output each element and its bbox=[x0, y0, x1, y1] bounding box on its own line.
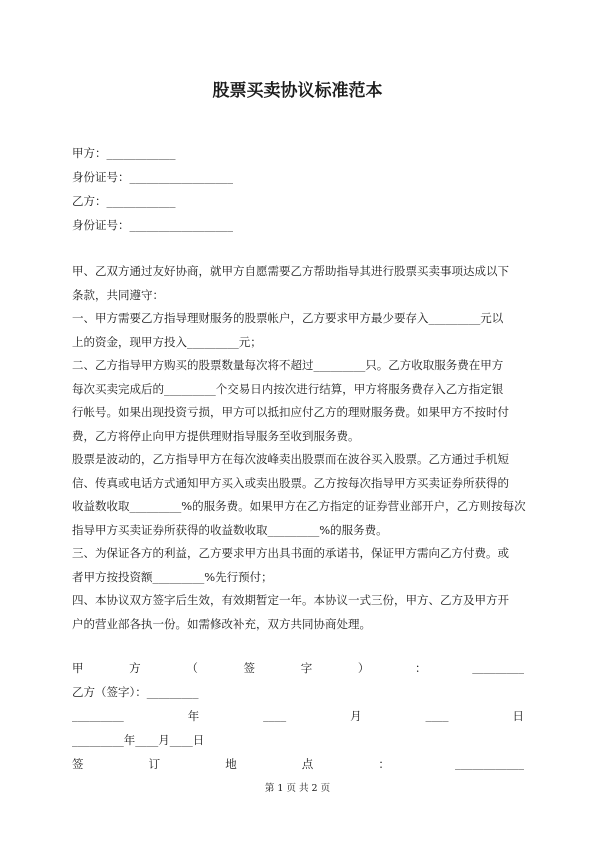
body-line: 指导甲方买卖证券所获得的收益数收取_________%的服务费。 bbox=[72, 522, 388, 537]
body-line: 三、为保证各方的利益，乙方要求甲方出具书面的承诺书，保证甲方需向乙方付费。或 bbox=[72, 546, 509, 560]
sig-char: ） bbox=[357, 661, 370, 675]
body-line: 上的资金，现甲方投入_________元； bbox=[72, 334, 262, 349]
body-line: 甲、乙双方通过友好协商，就甲方自愿需要乙方帮助指导其进行股票买卖事项达成以下 bbox=[72, 264, 509, 278]
party-a-id-blank: __________________ bbox=[129, 170, 233, 184]
sig-char: （ bbox=[186, 661, 198, 675]
party-b-label: 乙方： bbox=[72, 194, 107, 208]
party-b-id-blank: __________________ bbox=[129, 218, 233, 232]
sig-char: 订 bbox=[148, 757, 161, 771]
party-a-id-label: 身份证号： bbox=[72, 170, 130, 184]
body-line: 股票是波动的，乙方指导甲方在每次波峰卖出股票而在波谷买入股票。乙方通过手机短 bbox=[72, 452, 509, 466]
document-title: 股票买卖协议标准范本 bbox=[212, 81, 383, 101]
party-b-blank: ____________ bbox=[106, 194, 176, 208]
party-a-field bbox=[72, 145, 176, 161]
body-line: 每次买卖完成后的_________个交易日内按次进行结算，甲方将服务费存入乙方指定银 bbox=[72, 381, 504, 396]
sig-char: ： bbox=[378, 757, 390, 771]
party-a-blank: ____________ bbox=[106, 146, 176, 160]
sig-char: 点 bbox=[301, 757, 314, 771]
body-line: 行帐号。如果出现投资亏损，甲方可以抵扣应付乙方的理财服务费。如果甲方不按时付 bbox=[72, 405, 509, 419]
party-b-id-label: 身份证号： bbox=[72, 218, 130, 232]
sig-char: 签 bbox=[72, 757, 84, 771]
sig-char: 字 bbox=[300, 661, 313, 675]
party-b-signature-line: 乙方（签字）：_________ bbox=[72, 685, 199, 699]
party-a-signature-line bbox=[72, 660, 524, 676]
sig-blank: _________ bbox=[472, 660, 524, 674]
date-blank: ____ bbox=[263, 708, 287, 722]
date-day: 日 bbox=[512, 709, 524, 723]
date-year: 年 bbox=[187, 709, 200, 723]
agreement-body bbox=[72, 260, 524, 636]
body-line: 户的营业部各执一份。如需修改补充，双方共同协商处理。 bbox=[72, 616, 371, 631]
date-line-2: _________年____月____日 bbox=[72, 733, 205, 747]
body-line: 费，乙方将停止向甲方提供理财指导服务至收到服务费。 bbox=[72, 428, 360, 443]
party-a-id-field bbox=[72, 169, 233, 185]
sig-char: 甲 bbox=[72, 661, 84, 675]
body-line: 收益数收取_________%的服务费。如果甲方在乙方指定的证券营业部开户，乙方则按每次 bbox=[72, 499, 526, 513]
party-a-label: 甲方： bbox=[72, 146, 107, 160]
body-line: 一、甲方需要乙方指导理财服务的股票帐户，乙方要求甲方最少要存入_________元以 bbox=[72, 311, 504, 325]
page-number: 第 1 页 共 2 页 bbox=[264, 783, 331, 794]
location-blank: ____________ bbox=[454, 756, 524, 770]
signing-location-line bbox=[72, 756, 524, 772]
sig-char: 方 bbox=[129, 661, 141, 675]
body-line: 四、本协议双方签字后生效，有效期暂定一年。本协议一式三份，甲方、乙方及甲方开 bbox=[72, 593, 509, 607]
body-line: 条款，共同遵守： bbox=[72, 287, 164, 302]
party-b-id-field bbox=[72, 217, 233, 233]
body-line: 信、传真或电话方式通知甲方买入或卖出股票。乙方按每次指导甲方买卖证券所获得的 bbox=[72, 475, 509, 490]
date-blank: ____ bbox=[425, 708, 449, 722]
date-line bbox=[72, 708, 524, 724]
body-line: 者甲方按投资额_________%先行预付； bbox=[72, 569, 273, 584]
party-b-field bbox=[72, 193, 176, 209]
sig-char: ： bbox=[415, 661, 427, 675]
date-blank: _________ bbox=[72, 708, 124, 722]
sig-char: 地 bbox=[225, 757, 237, 771]
date-month: 月 bbox=[350, 709, 362, 723]
sig-char: 签 bbox=[243, 661, 256, 675]
body-line: 二、乙方指导甲方购买的股票数量每次将不超过_________只。乙方收取服务费在甲方 bbox=[72, 358, 504, 372]
